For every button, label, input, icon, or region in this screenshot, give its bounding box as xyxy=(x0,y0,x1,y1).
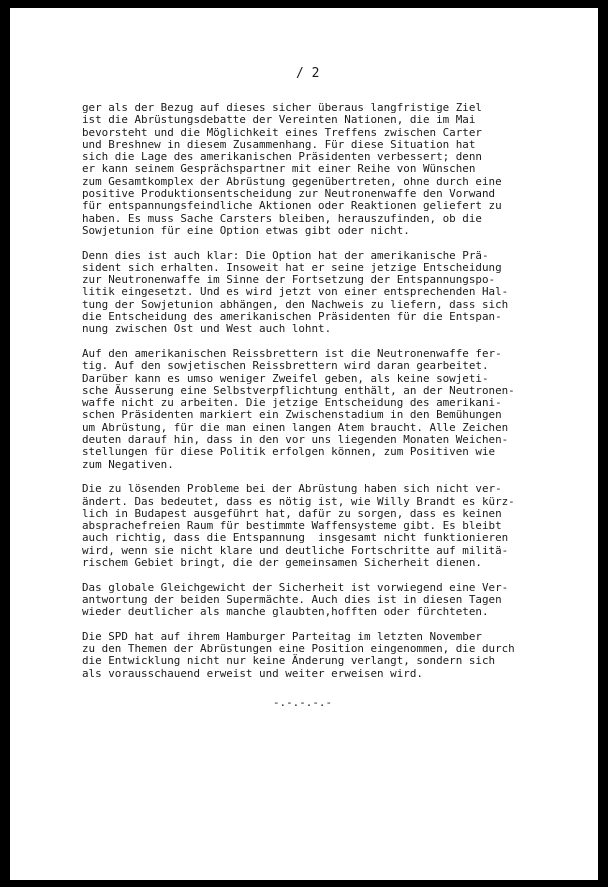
paragraph xyxy=(82,582,582,619)
text-line: waffe nicht zu arbeiten. Die jetzige Entscheidung des amerikani- xyxy=(82,396,502,410)
text-line: als vorausschauend erweist und weiter erweisen wird. xyxy=(82,666,423,680)
text-line: Sowjetunion für eine Option etwas gibt oder nicht. xyxy=(82,223,410,237)
paragraph xyxy=(82,348,582,471)
text-line: wieder deutlicher als manche glaubten,hofften oder fürchteten. xyxy=(82,605,489,619)
text-line: sident sich erhalten. Insoweit hat er seine jetzige Entscheidung xyxy=(82,260,502,274)
text-line: tung der Sowjetunion abhängen, den Nachweis zu liefern, dass sich xyxy=(82,297,509,311)
document-body xyxy=(82,102,582,692)
text-line: Darüber kann es umso weniger Zweifel geben, als keine sowjeti- xyxy=(82,371,489,385)
text-line: ändert. Das bedeutet, dass es nötig ist, wie Willy Brandt es kürz- xyxy=(82,494,515,508)
text-line: ist die Abrüstungsdebatte der Vereinten Nationen, die im Mai xyxy=(82,113,476,127)
text-line: haben. Es muss Sache Carsters bleiben, herauszufinden, ob die xyxy=(82,211,482,225)
text-line: Die SPD hat auf ihrem Hamburger Parteitag im letzten November xyxy=(82,629,482,643)
text-line: um Abrüstung, für die man einen langen Atem braucht. Alle Zeichen xyxy=(82,420,509,434)
text-line: tig. Auf den sowjetischen Reissbrettern wird daran gearbeitet. xyxy=(82,359,489,373)
text-line: wird, wenn sie nicht klare und deutliche Fortschritte auf militä- xyxy=(82,543,509,557)
text-line: schen Präsidenten markiert ein Zwischenstadium in den Bemühungen xyxy=(82,408,502,422)
text-line: zu den Themen der Abrüstungen eine Position eingenommen, die durch xyxy=(82,642,515,656)
page-number: / 2 xyxy=(296,66,320,81)
text-line: zum Negativen. xyxy=(82,457,174,471)
text-line: nung zwischen Ost und West auch lohnt. xyxy=(82,322,332,336)
text-line: sche Äusserung eine Selbstverpflichtung enthält, an der Neutronen- xyxy=(82,383,515,397)
text-line: antwortung der beiden Supermächte. Auch dies ist in diesen Tagen xyxy=(82,592,502,606)
document-page xyxy=(10,8,598,880)
paragraph xyxy=(82,102,582,237)
text-line: zum Gesamtkomplex der Abrüstung gegenübertreten, ohne durch eine xyxy=(82,174,502,188)
paragraph xyxy=(82,483,582,569)
text-line: positive Produktionsentscheidung zur Neutronenwaffe den Vorwand xyxy=(82,187,496,201)
text-line: er kann seinem Gesprächspartner mit einer Reihe von Wünschen xyxy=(82,162,476,176)
text-line: rischem Gebiet bringt, die der gemeinsamen Sicherheit dienen. xyxy=(82,555,482,569)
text-line: Das globale Gleichgewicht der Sicherheit ist vorwiegend eine Ver- xyxy=(82,580,509,594)
text-line: bevorsteht und die Möglichkeit eines Treffens zwischen Carter xyxy=(82,125,482,139)
text-line: ger als der Bezug auf dieses sicher überaus langfristige Ziel xyxy=(82,101,482,114)
paragraph xyxy=(82,631,582,680)
text-line: für entspannungsfeindliche Aktionen oder Reaktionen geliefert zu xyxy=(82,199,502,213)
text-line: litik eingesetzt. Und es wird jetzt von einer entsprechenden Hal- xyxy=(82,285,509,299)
text-line: und Breshnew in diesem Zusammenhang. Für diese Situation hat xyxy=(82,137,476,151)
text-line: Auf den amerikanischen Reissbrettern ist die Neutronenwaffe fer- xyxy=(82,346,502,360)
end-mark: -.-.-.-.- xyxy=(273,696,333,709)
text-line: auch richtig, dass die Entspannung insgesamt nicht funktionieren xyxy=(82,531,509,545)
text-line: stellungen für diese Politik erfolgen können, zum Positiven wie xyxy=(82,445,496,459)
text-line: zur Neutronenwaffe im Sinne der Fortsetzung der Entspannungspo- xyxy=(82,273,496,287)
text-line: lich in Budapest ausgeführt hat, dafür zu sorgen, dass es keinen xyxy=(82,506,502,520)
text-line: absprachefreien Raum für bestimmte Waffensysteme gibt. Es bleibt xyxy=(82,519,502,533)
text-line: Denn dies ist auch klar: Die Option hat der amerikanische Prä- xyxy=(82,248,489,262)
paragraph xyxy=(82,250,582,336)
text-line: deuten darauf hin, dass in den vor uns liegenden Monaten Weichen- xyxy=(82,433,509,447)
text-line: die Entscheidung des amerikanischen Präsidenten für die Entspan- xyxy=(82,310,502,324)
text-line: die Entwicklung nicht nur keine Änderung verlangt, sondern sich xyxy=(82,654,496,668)
text-line: sich die Lage des amerikanischen Präsidenten verbessert; denn xyxy=(82,150,482,164)
text-line: Die zu lösenden Probleme bei der Abrüstung haben sich nicht ver- xyxy=(82,482,502,496)
